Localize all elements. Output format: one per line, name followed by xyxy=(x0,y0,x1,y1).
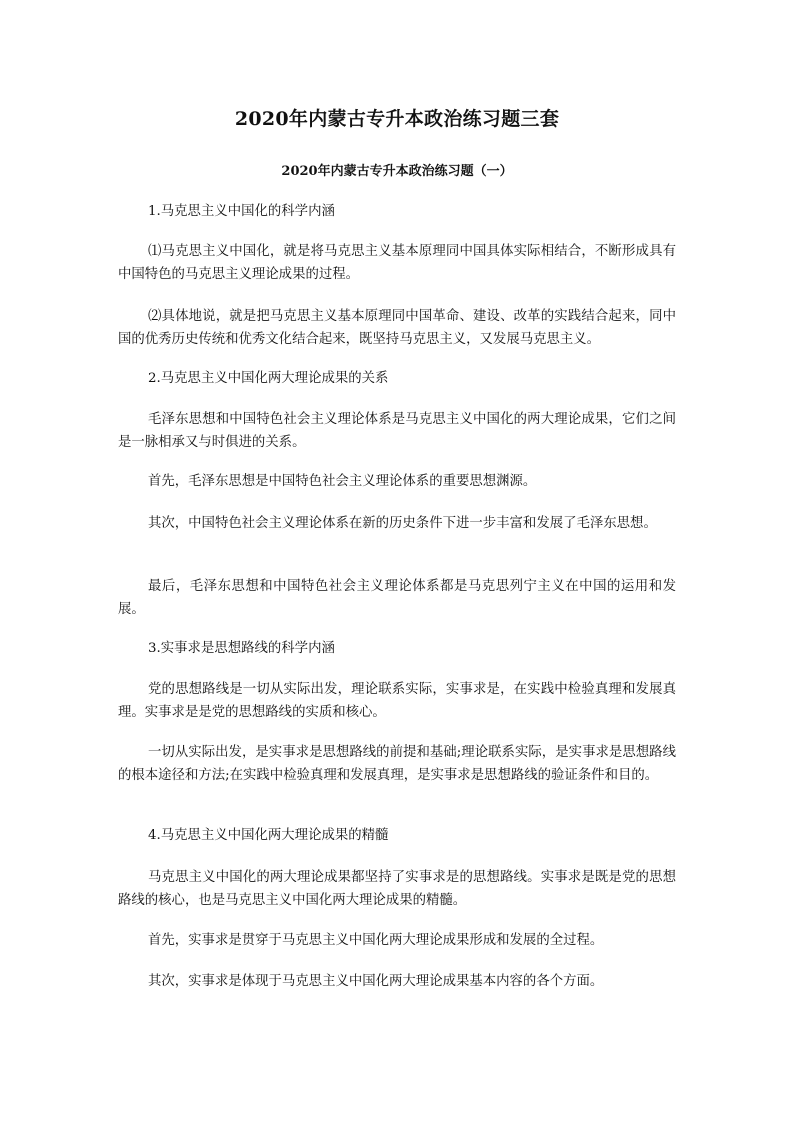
paragraph: 首先，毛泽东思想是中国特色社会主义理论体系的重要思想渊源。 xyxy=(148,474,537,489)
section-heading: 3.实事求是思想路线的科学内涵 xyxy=(148,641,335,656)
paragraph: 党的思想路线是一切从实际出发，理论联系实际，实事求是，在实践中检验真理和发展真理。实事求是是党的思想路线的实质和核心。 xyxy=(118,682,676,720)
document-subtitle: 2020年内蒙古专升本政治练习题（一） xyxy=(281,164,513,179)
paragraph: 一切从实际出发，是实事求是思想路线的前提和基础;理论联系实际，是实事求是思想路线的根本途径和方法;在实践中检验真理和发展真理，是实事求是思想路线的验证条件和目的。 xyxy=(118,745,676,783)
paragraph: 毛泽东思想和中国特色社会主义理论体系是马克思主义中国化的两大理论成果，它们之间是一脉相承又与时俱进的关系。 xyxy=(118,412,676,450)
document-title: 2020年内蒙古专升本政治练习题三套 xyxy=(234,108,560,130)
paragraph: ⑵具体地说，就是把马克思主义基本原理同中国革命、建设、改革的实践结合起来，同中国的优秀历史传统和优秀文化结合起来，既坚持马克思主义，又发展马克思主义。 xyxy=(118,309,676,347)
paragraph: 首先，实事求是贯穿于马克思主义中国化两大理论成果形成和发展的全过程。 xyxy=(148,933,604,948)
section-heading: 1.马克思主义中国化的科学内涵 xyxy=(148,204,335,219)
paragraph: 其次，中国特色社会主义理论体系在新的历史条件下进一步丰富和发展了毛泽东思想。 xyxy=(148,516,657,531)
paragraph: ⑴马克思主义中国化，就是将马克思主义基本原理同中国具体实际相结合，不断形成具有中国特色的马克思主义理论成果的过程。 xyxy=(118,244,676,282)
paragraph: 其次，实事求是体现于马克思主义中国化两大理论成果基本内容的各个方面。 xyxy=(148,974,604,989)
section-heading: 2.马克思主义中国化两大理论成果的关系 xyxy=(148,371,389,386)
paragraph: 最后，毛泽东思想和中国特色社会主义理论体系都是马克思列宁主义在中国的运用和发展。 xyxy=(118,579,676,617)
paragraph: 马克思主义中国化的两大理论成果都坚持了实事求是的思想路线。实事求是既是党的思想路线的核心，也是马克思主义中国化两大理论成果的精髓。 xyxy=(118,870,676,908)
section-heading: 4.马克思主义中国化两大理论成果的精髓 xyxy=(148,828,389,843)
